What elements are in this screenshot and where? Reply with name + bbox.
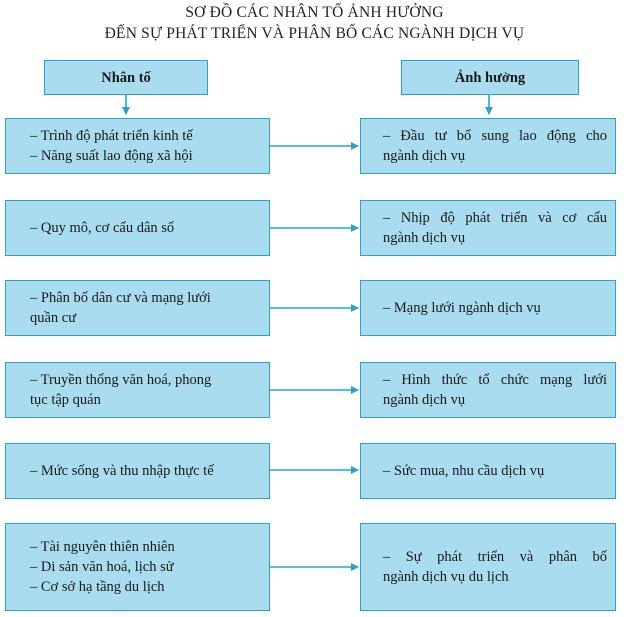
- factor-text: – Di sản văn hoá, lịch sử: [30, 559, 174, 575]
- effect-box-3: [360, 280, 616, 336]
- factor-box-3: [5, 280, 270, 336]
- effect-text: ngành dịch vụ: [383, 230, 466, 246]
- effect-text: ngành dịch vụ: [383, 148, 466, 164]
- factor-text: – Năng suất lao động xã hội: [30, 148, 193, 164]
- header-factor-label: Nhân tố: [101, 69, 151, 86]
- factor-box-1: [5, 118, 270, 174]
- diagram-title-line-1: SƠ ĐỒ CÁC NHÂN TỐ ẢNH HƯỞNG: [185, 4, 444, 21]
- effect-box-6: [360, 523, 616, 611]
- effect-text: – Hình thức tổ chức mạng lưới: [383, 372, 607, 388]
- factor-text: – Cơ sở hạ tầng du lịch: [30, 579, 165, 595]
- effect-box-4: [360, 362, 616, 418]
- effect-box-2: [360, 200, 616, 256]
- factor-text: – Trình độ phát triển kinh tế: [30, 128, 193, 144]
- effect-box-1: [360, 118, 616, 174]
- factor-box-6: [5, 523, 270, 611]
- effect-text: – Nhịp độ phát triển và cơ cấu: [383, 210, 607, 226]
- factor-text: – Truyền thống văn hoá, phong: [30, 372, 212, 388]
- effect-box-5: [360, 443, 616, 499]
- header-effect-label: Ảnh hưởng: [454, 69, 526, 86]
- effect-text: ngành dịch vụ: [383, 392, 466, 408]
- effect-text: – Sự phát triển và phân bố: [383, 549, 607, 565]
- header-effect: [401, 60, 579, 95]
- factor-text: – Tài nguyên thiên nhiên: [30, 539, 175, 555]
- factor-text: quần cư: [30, 310, 77, 326]
- factor-box-4: [5, 362, 270, 418]
- factor-box-5: [5, 443, 270, 499]
- effect-text: – Đầu tư bổ sung lao động cho: [383, 128, 607, 144]
- effect-text: – Sức mua, nhu cầu dịch vụ: [383, 463, 545, 479]
- header-factor: [44, 60, 208, 95]
- diagram-title-line-2: ĐẾN SỰ PHÁT TRIỂN VÀ PHÂN BỐ CÁC NGÀNH DỊCH VỤ: [104, 25, 525, 42]
- factor-text: tục tập quán: [30, 392, 101, 408]
- factor-text: – Phân bố dân cư và mạng lưới: [30, 290, 211, 306]
- effect-text: ngành dịch vụ du lịch: [383, 569, 509, 585]
- factor-text: – Quy mô, cơ cấu dân số: [30, 220, 175, 236]
- factor-text: – Mức sống và thu nhập thực tế: [30, 463, 214, 479]
- factor-box-2: [5, 200, 270, 256]
- effect-text: – Mạng lưới ngành dịch vụ: [383, 300, 541, 316]
